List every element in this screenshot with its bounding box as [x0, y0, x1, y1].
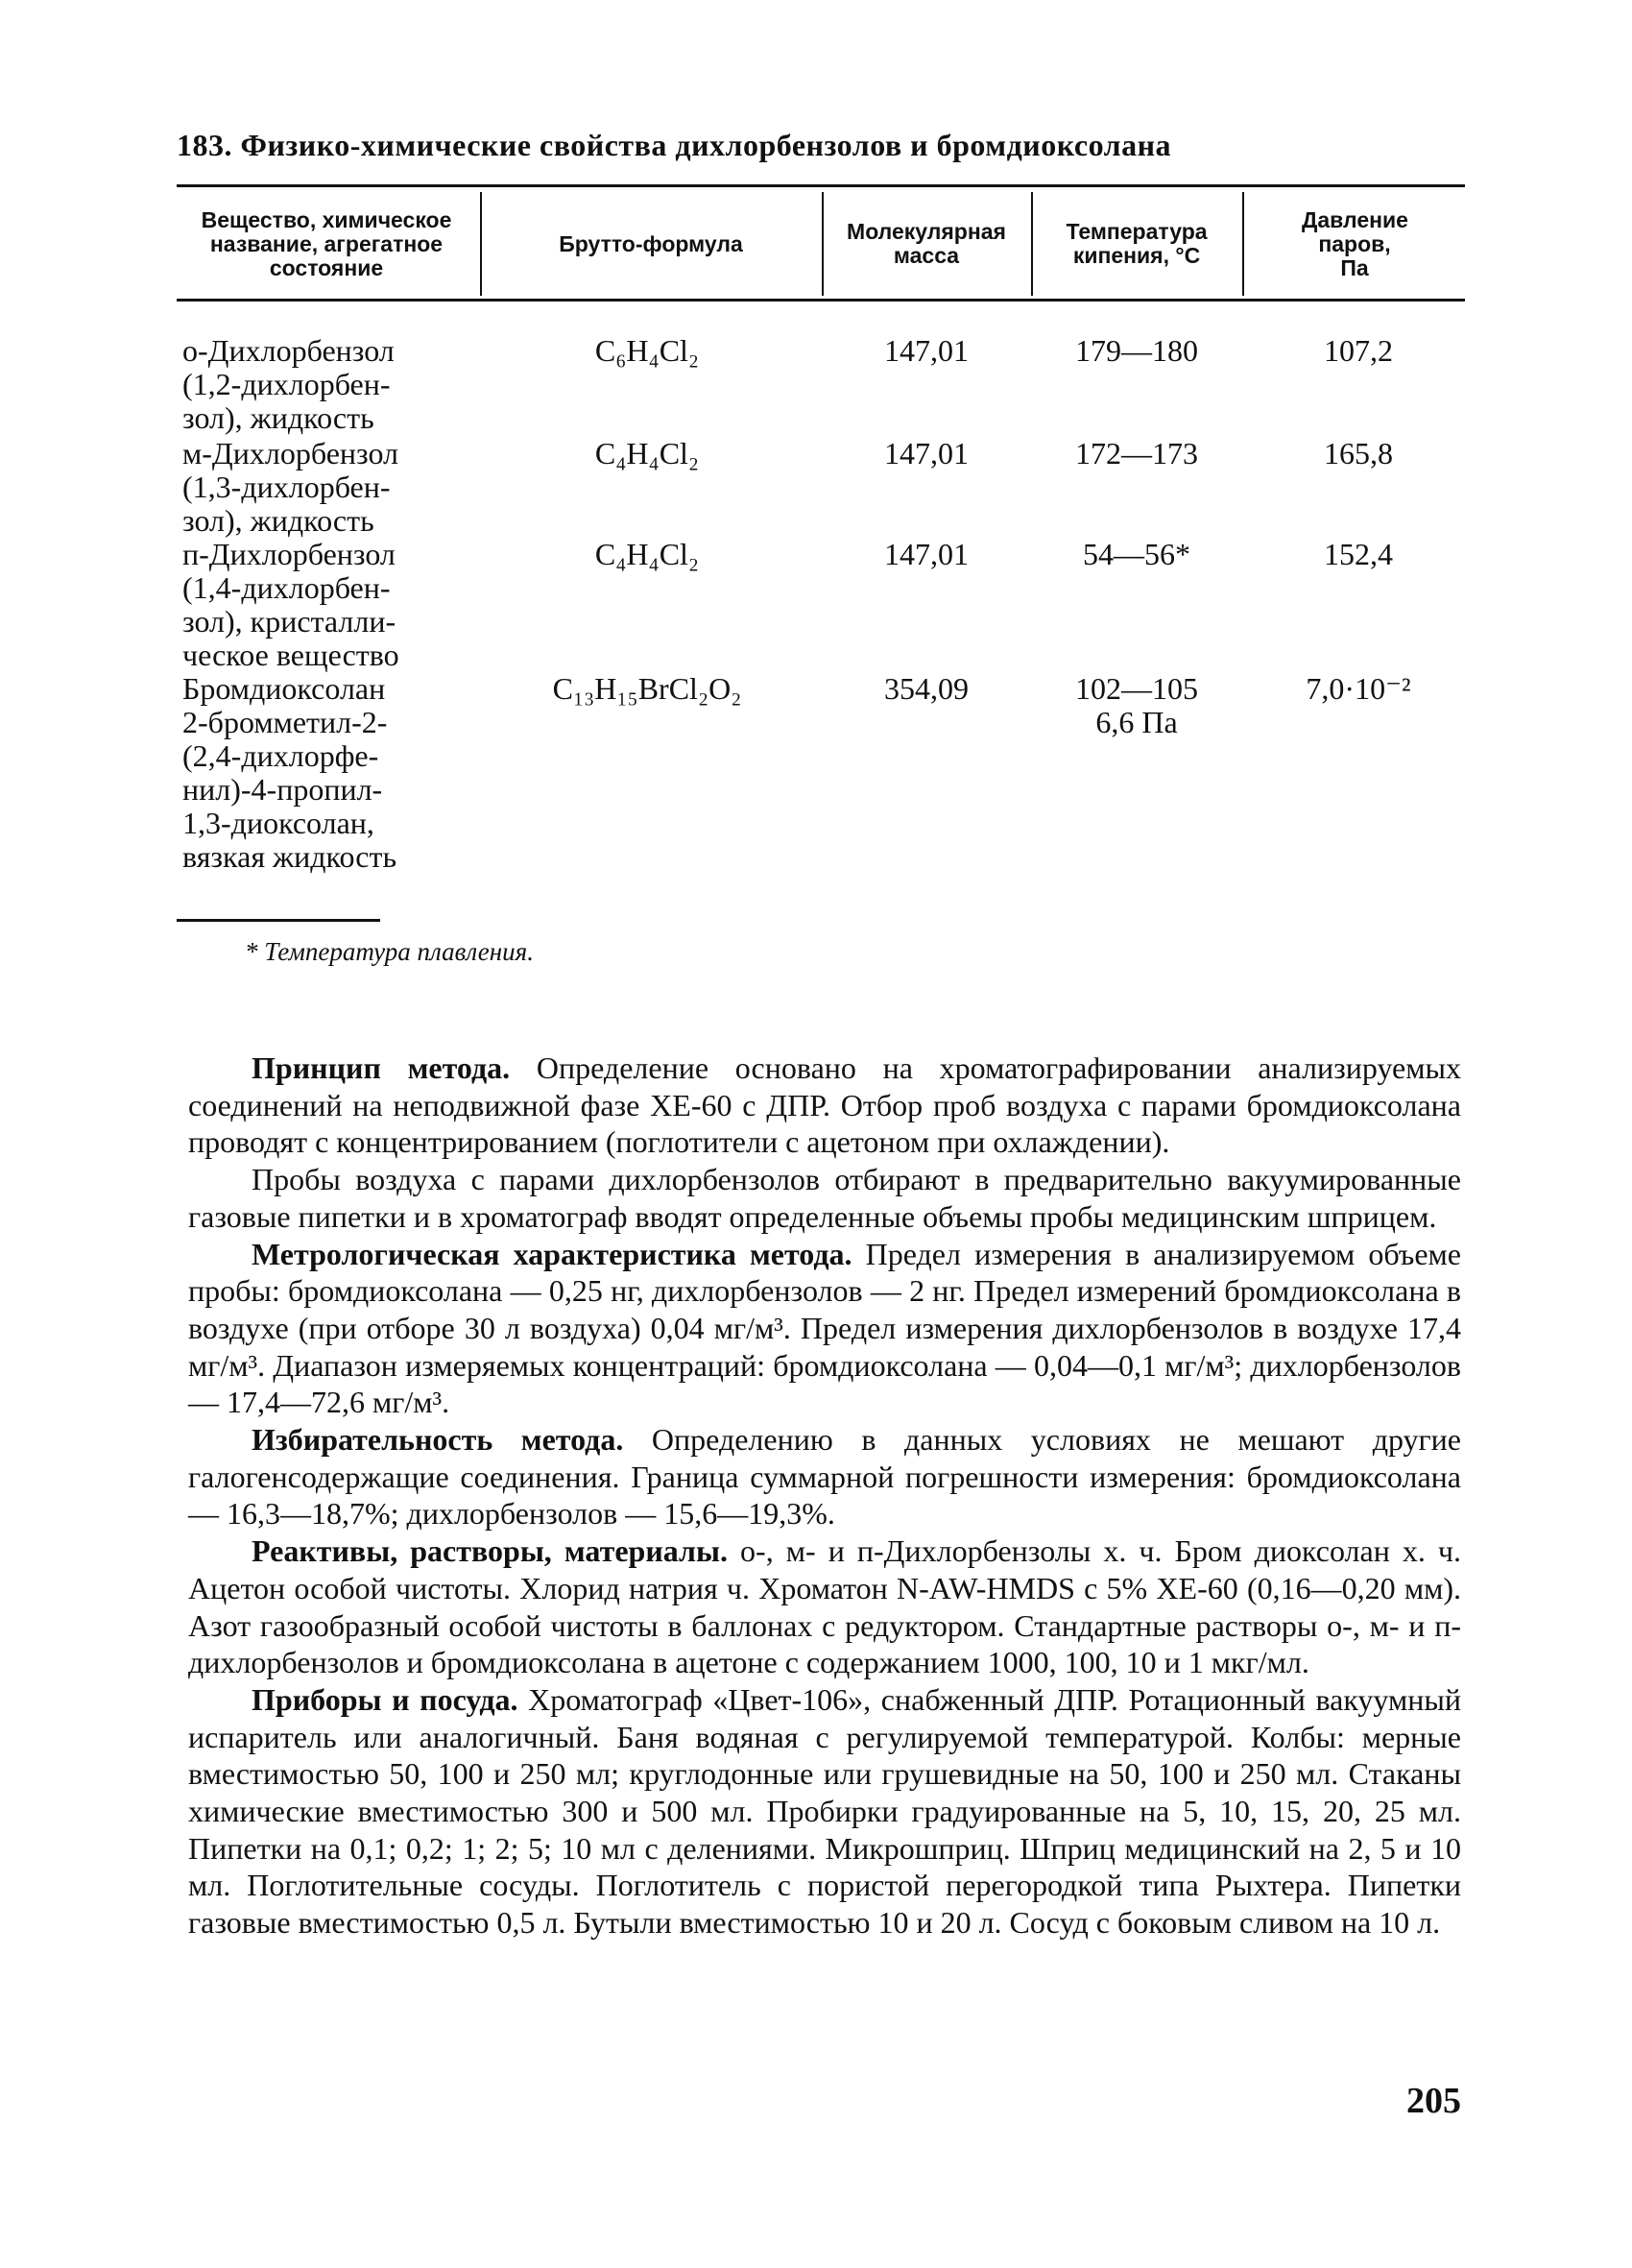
- row-boiling: 102—105 6,6 Па: [1075, 671, 1198, 739]
- header-divider: [1242, 192, 1244, 296]
- row-pressure: 152,4: [1324, 537, 1393, 571]
- row-boiling: 179—180: [1075, 333, 1198, 368]
- row-name: м-Дихлорбензол (1,3-дихлорбен- зол), жидкость: [182, 436, 399, 538]
- table-title: 183. Физико-химические свойства дихлорбензолов и бромдиоксолана: [177, 128, 1172, 162]
- header-formula: Брутто-формула: [559, 230, 743, 256]
- method-text: [188, 1050, 1461, 1942]
- row-name: п-Дихлорбензол (1,4-дихлорбен- зол), кристалли- ческое вещество: [182, 537, 399, 672]
- paragraph: Реактивы, растворы, материалы. о-, м- и п-Дихлорбензолы х. ч. Бром диоксолан х. ч. Ацетон особой чистоты. Хлорид натрия ч. Хроматон N-AW-HMDS с 5% XE-60 (0,16—0,20 мм). Азот газообразный особой чистоты в баллонах с редуктором. Стандартные растворы о-, м- и п-дихлорбензолов и бромдиоксолана в ацетоне с содержанием 1000, 100, 10 и 1 мкг/мл.: [188, 1533, 1462, 1680]
- paragraph: Пробы воздуха с парами дихлорбензолов отбирают в предварительно вакуумированные газовые пипетки и в хроматограф вводят определенные объемы пробы медицинским шприцем.: [188, 1162, 1461, 1234]
- paragraph: Принцип метода. Определение основано на хроматографировании анализируемых соединений на неподвижной фазе XE-60 с ДПР. Отбор проб воздуха с парами бромдиоксолана проводят с концентрированием (поглотители с ацетоном при охлаждении).: [188, 1050, 1462, 1160]
- header-divider: [480, 192, 482, 296]
- header-substance: Вещество, химическое название, агрегатное состояние: [201, 206, 452, 280]
- table-footnote: * Температура плавления.: [245, 937, 534, 966]
- paragraph: Приборы и посуда. Хроматограф «Цвет-106», снабженный ДПР. Ротационный вакуумный испаритель или аналогичный. Баня водяная с регулируемой температурой. Колбы: мерные вместимостью 50, 100 и 250 мл; круглодонные или грушевидные на 50, 100 и 250 мл. Стаканы химические вместимостью 300 и 500 мл. Пробирки градуированные на 5, 10, 15, 20, 25 мл. Пипетки на 0,1; 0,2; 1; 2; 5; 10 мл с делениями. Микрошприц. Шприц медицинский на 2, 5 и 10 мл. Поглотительные сосуды. Поглотитель с пористой перегородкой типа Рыхтера. Пипетки газовые вместимостью 0,5 л. Бутыли вместимостью 10 и 20 л. Сосуд с боковым сливом на 10 л.: [188, 1681, 1462, 1941]
- row-formula: C₁₃H₁₅BrCl₂O₂: [552, 671, 742, 706]
- row-mass: 147,01: [884, 436, 969, 470]
- row-mass: 147,01: [884, 333, 969, 368]
- paragraph: Избирательность метода. Определению в данных условиях не мешают другие галогенсодержащие соединения. Граница суммарной погрешности измерения: бромдиоксолана — 16,3—18,7%; дихлорбензолов — 15,6—19,3%.: [188, 1422, 1461, 1532]
- header-pressure: Давление паров, Па: [1302, 206, 1408, 280]
- header-mass: Молекулярная масса: [847, 219, 1006, 268]
- row-boiling: 54—56*: [1083, 537, 1190, 571]
- footnote-rule: [177, 919, 380, 922]
- row-formula: C₄H₄Cl₂: [594, 537, 700, 571]
- row-mass: 354,09: [884, 671, 969, 706]
- row-pressure: 165,8: [1324, 436, 1393, 470]
- row-name: о-Дихлорбензол (1,2-дихлорбен- зол), жидкость: [182, 333, 395, 435]
- row-pressure: 7,0·10⁻²: [1306, 671, 1411, 706]
- header-divider: [1031, 192, 1033, 296]
- row-formula: C₄H₄Cl₂: [594, 436, 700, 470]
- paragraph: Метрологическая характеристика метода. Предел измерения в анализируемом объеме пробы: бромдиоксолана — 0,25 нг, дихлорбензолов — 2 нг. Предел измерений бромдиоксолана в воздухе (при отборе 30 л воздуха) 0,04 мг/м³. Предел измерения дихлорбензолов в воздухе 17,4 мг/м³. Диапазон измеряемых концентраций: бромдиоксолана — 0,04—0,1 мг/м³; дихлорбензолов — 17,4—72,6 мг/м³.: [188, 1236, 1461, 1420]
- page-number: 205: [1406, 2081, 1461, 2121]
- header-divider: [822, 192, 824, 296]
- row-name: Бромдиоксолан 2-бромметил-2- (2,4-дихлорфе- нил)-4-пропил- 1,3-диоксолан, вязкая жидкость: [182, 671, 397, 874]
- table-top-rule: [177, 184, 1465, 187]
- table-header-rule: [177, 299, 1465, 302]
- header-boiling: Температура кипения, °С: [1066, 219, 1208, 268]
- row-boiling: 172—173: [1075, 436, 1198, 470]
- row-pressure: 107,2: [1324, 333, 1393, 368]
- row-mass: 147,01: [884, 537, 969, 571]
- row-formula: C₆H₄Cl₂: [594, 333, 700, 368]
